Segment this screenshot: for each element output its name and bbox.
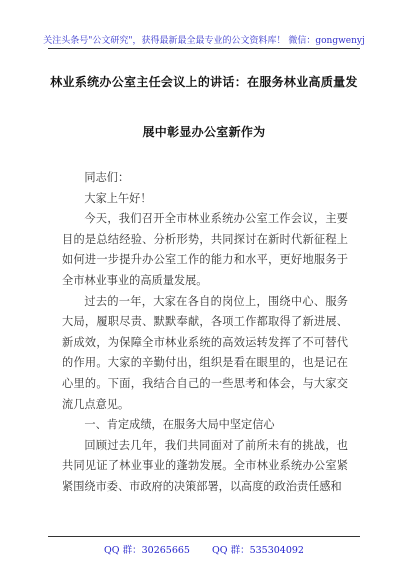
body-paragraph: 今天，我们召开全市林业系统办公室工作会议，主要目的是总结经验、分析形势，共同探讨在新时代新征程上如何进一步提升办公室工作的能力和水平，更好地服务于全市林业事业的高质量发展。 xyxy=(62,212,348,287)
body-paragraph: 过去的一年，大家在各自的岗位上，围绕中心、服务大局，履职尽责、默默奉献，各项工作都取得了新进展、新成效，为保障全市林业系统的高效运转发挥了不可替代的作用。大家的辛勤付出，组织是看在眼里的，也是记在心里的。下面，我结合自己的一些思考和体会，与大家交流几点意见。 xyxy=(62,294,348,411)
body-paragraph: 回顾过去几年，我们共同面对了前所未有的挑战，也共同见证了林业事业的蓬勃发展。全市林业系统办公室紧紧围绕市委、市政府的决策部署，以高度的政治责任感和 xyxy=(62,438,348,493)
section-heading: 一、肯定成绩，在服务大局中坚定信心 xyxy=(84,418,275,432)
document-body xyxy=(62,168,348,498)
document-title-line-2: 展中彰显办公室新作为 xyxy=(142,125,266,139)
footer-qq-group-2: QQ 群：535304092 xyxy=(211,545,304,556)
header-note: 关注头条号"公文研究"，获得最新最全最专业的公文资料库！ 微信：gongwenyj xyxy=(43,36,365,46)
footer-qq-group-1: QQ 群：30265665 xyxy=(104,545,190,556)
greeting: 大家上午好！ xyxy=(84,191,152,205)
header-divider xyxy=(48,48,360,49)
footer-divider xyxy=(48,536,360,537)
document-title-line-1: 林业系统办公室主任会议上的讲话：在服务林业高质量发 xyxy=(50,75,358,89)
salutation: 同志们： xyxy=(84,171,130,184)
footer xyxy=(0,542,408,556)
